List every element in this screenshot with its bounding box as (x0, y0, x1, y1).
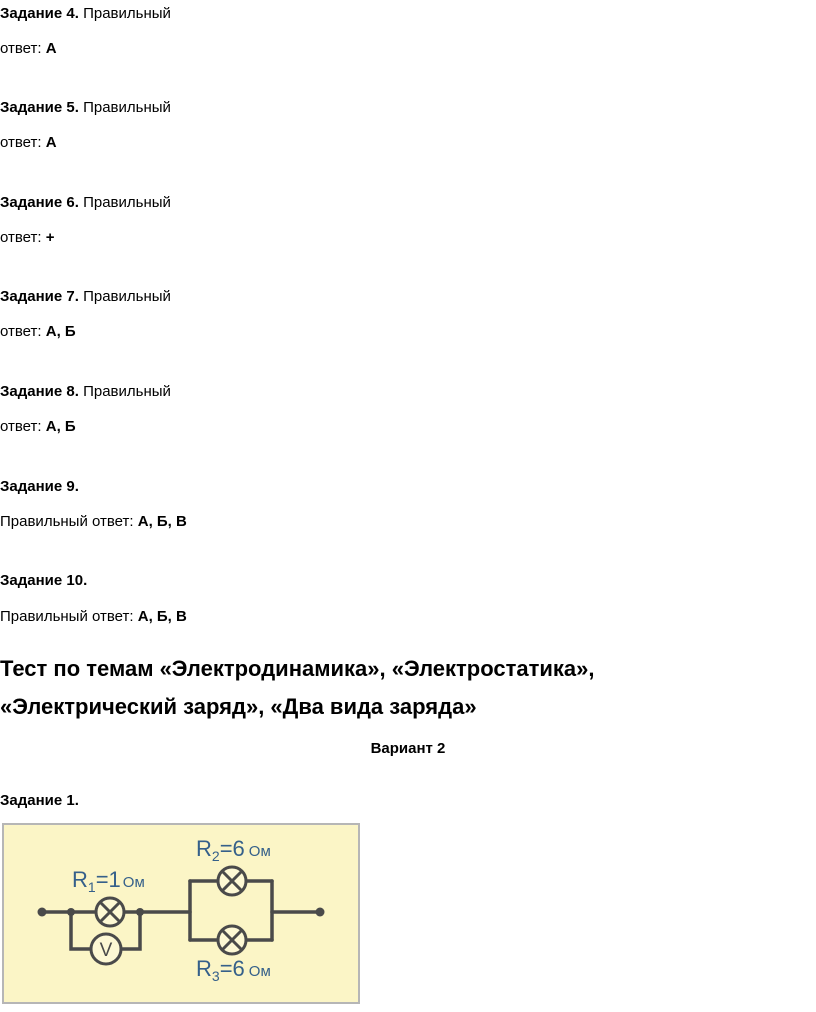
task-10-title (0, 572, 87, 590)
task-6-answer (0, 229, 55, 247)
answer-value: А (45, 40, 57, 57)
terminal-dot (38, 908, 47, 917)
task-5-answer (0, 134, 57, 152)
answer-prefix: ответ: (0, 40, 46, 57)
answer-prefix: ответ: (0, 418, 46, 435)
task-text: Правильный (78, 99, 171, 116)
answer-value: А, Б (45, 323, 76, 340)
test-title-line-2: «Электрический заряд», «Два вида заряда» (0, 694, 477, 719)
task-text: Правильный (78, 5, 171, 22)
task-7-answer (0, 323, 76, 341)
task-label: Задание 5. (0, 99, 79, 116)
task-10-answer (0, 608, 187, 626)
task-5-title (0, 99, 171, 117)
task-8-answer (0, 418, 76, 436)
wire (71, 912, 91, 949)
task-text: Правильный (78, 288, 171, 305)
task-label: Задание 9. (0, 478, 79, 495)
test-title-line-1: Тест по темам «Электродинамика», «Электростатика», (0, 656, 595, 681)
answer-prefix: ответ: (0, 229, 46, 246)
task-label: Задание 7. (0, 288, 79, 305)
answer-prefix: Правильный ответ: (0, 608, 138, 625)
task-label: Задание 10. (0, 572, 88, 589)
answer-value: + (45, 229, 55, 246)
task-text: Правильный (78, 383, 171, 400)
lamp-r2-icon (218, 867, 246, 895)
r2-label: R2=6 Ом (196, 836, 271, 864)
junction-dot (67, 908, 75, 916)
task-text: Правильный (78, 194, 171, 211)
junction-dot (136, 908, 144, 916)
answer-prefix: Правильный ответ: (0, 513, 138, 530)
answer-value: А (45, 134, 57, 151)
answer-value: А, Б, В (137, 608, 187, 625)
circuit-diagram (2, 823, 360, 1004)
answer-prefix: ответ: (0, 134, 46, 151)
task-9-answer (0, 513, 187, 531)
task-1-title: Задание 1. (0, 792, 79, 809)
task-4-answer (0, 40, 57, 58)
r3-label: R3=6 Ом (196, 956, 271, 984)
answer-prefix: ответ: (0, 323, 46, 340)
task-label: Задание 4. (0, 5, 79, 22)
terminal-dot (316, 908, 325, 917)
lamp-r3-icon (218, 926, 246, 954)
task-label: Задание 8. (0, 383, 79, 400)
lamp-r1-icon (96, 898, 124, 926)
task-label: Задание 6. (0, 194, 79, 211)
task-7-title (0, 288, 171, 306)
r1-label: R1=1 Ом (72, 867, 145, 895)
answer-value: А, Б (45, 418, 76, 435)
task-8-title (0, 383, 171, 401)
task-4-title (0, 5, 171, 23)
test-title (0, 650, 800, 726)
variant-label: Вариант 2 (370, 740, 446, 757)
task-9-title (0, 478, 79, 496)
voltmeter-label: V (99, 940, 113, 961)
answer-value: А, Б, В (137, 513, 187, 530)
task-6-title (0, 194, 171, 212)
circuit-svg (4, 825, 358, 1002)
